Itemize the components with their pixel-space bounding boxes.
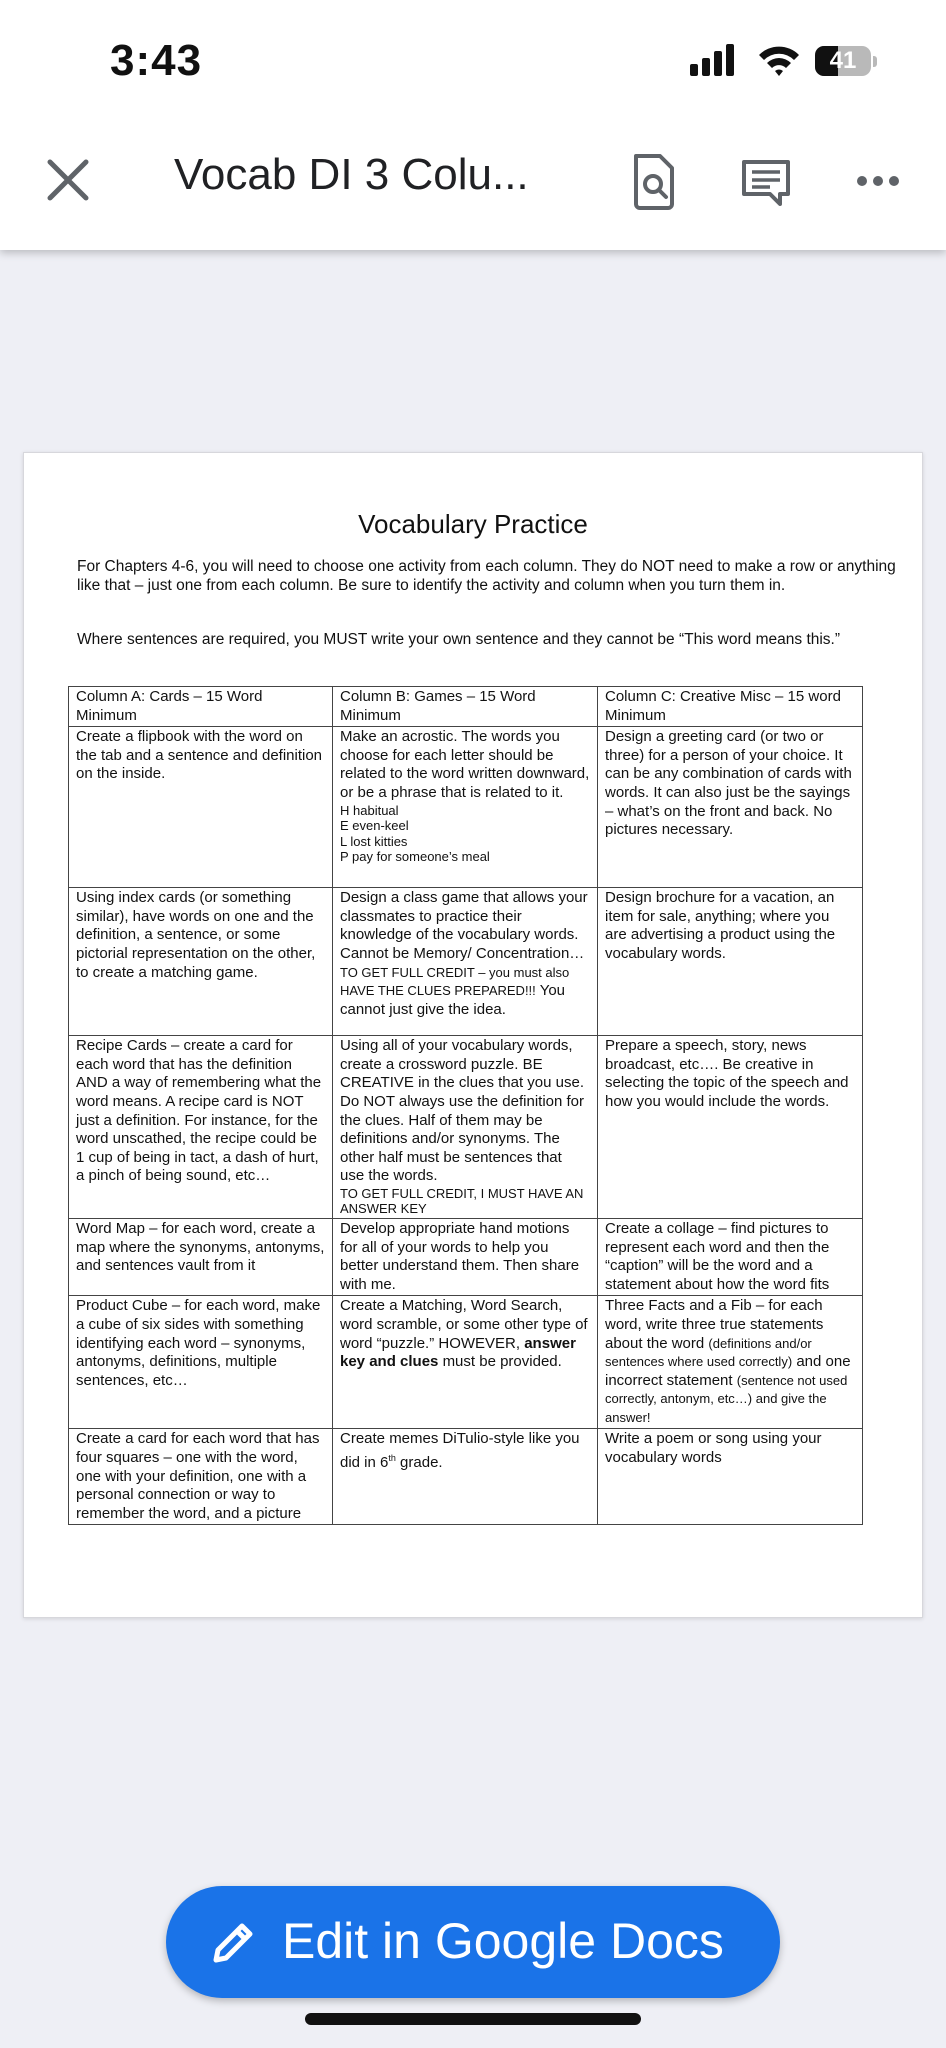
document-title: Vocab DI 3 Colu... (174, 150, 529, 199)
cell-text: and one incorrect statement (605, 1353, 851, 1389)
document-search-icon[interactable] (632, 154, 676, 210)
table-cell: Word Map – for each word, create a map where the synonyms, antonyms, and sentences vault from it (69, 1218, 333, 1295)
table-cell (598, 1296, 863, 1429)
cell-note: TO GET FULL CREDIT – you must also HAVE THE CLUES PREPARED!!! (340, 964, 570, 999)
cell-text: grade. (395, 1454, 443, 1472)
acrostic-line: E even-keel (340, 818, 409, 834)
close-icon[interactable] (40, 152, 96, 208)
table-row (69, 1296, 863, 1429)
document-heading: Vocabulary Practice (358, 509, 588, 539)
rule-paragraph: Where sentences are required, you MUST write your own sentence and they cannot be “This word means this.” (77, 631, 841, 648)
cell-text: Create a Matching, Word Search, word scramble, or some other type of word “puzzle.” HOWEVER, (340, 1297, 588, 1352)
table-cell (333, 1429, 598, 1525)
column-a-header: Column A: Cards – 15 Word Minimum (69, 687, 333, 727)
acrostic-line: H habitual (340, 802, 399, 818)
table-header-row (69, 687, 863, 727)
table-cell: Develop appropriate hand motions for all of your words to help you better understand them. Then share with me. (333, 1218, 598, 1295)
cell-note: (sentence not used correctly, antonym, etc…) and give the answer! (605, 1372, 848, 1425)
table-cell: Create a collage – find pictures to represent each word and then the “caption” will be the word and a statement about how the word fits (598, 1218, 863, 1295)
battery-percent: 41 (829, 47, 857, 74)
table-cell: Create a card for each word that has four squares – one with the word, one with your definition, one with a personal connection or way to remember the word, and a picture (69, 1429, 333, 1525)
table-cell (333, 727, 598, 888)
table-cell: Recipe Cards – create a card for each word that has the definition AND a way of remembering what the word means. A recipe card is NOT just a definition. For instance, for the word unscathed, the recipe could be 1 cup of being in tact, a dash of hurt, a pinch of being sound, etc… (69, 1036, 333, 1219)
cell-text: Design a class game that allows your classmates to practice their knowledge of the vocabulary words. Cannot be Memory/ Concentration… (340, 889, 588, 962)
table-row (69, 1218, 863, 1295)
document-page[interactable] (23, 452, 923, 1618)
cell-text: Three Facts and a Fib – for each word, write three true statements about the word (605, 1297, 824, 1352)
column-b-header: Column B: Games – 15 Word Minimum (333, 687, 598, 727)
acrostic-line: L lost kitties (340, 833, 408, 849)
table-cell (333, 888, 598, 1036)
intro-paragraph: For Chapters 4-6, you will need to choose one activity from each column. They do NOT need to make a row or anything like that – just one from each column. Be sure to identify the activity and column when you turn them in. (77, 558, 896, 594)
activity-table (68, 686, 863, 1525)
cell-text: Using all of your vocabulary words, create a crossword puzzle. BE CREATIVE in the clues that you use. Do NOT always use the definition for the clues. Half of them may be definitions and/or synonyms. The other half must be sentences that use the words. (340, 1037, 585, 1185)
table-row (69, 727, 863, 888)
table-cell (333, 1296, 598, 1429)
cell-text: You cannot just give the idea. (340, 982, 565, 1018)
home-indicator[interactable] (305, 2013, 641, 2025)
cell-note: TO GET FULL CREDIT, I MUST HAVE AN ANSWER KEY (340, 1185, 584, 1217)
app-header (0, 0, 946, 250)
comment-icon[interactable] (740, 158, 792, 208)
pencil-icon (208, 1918, 258, 1968)
wifi-icon (757, 44, 801, 76)
table-row (69, 1036, 863, 1219)
column-c-header: Column C: Creative Misc – 15 word Minimum (598, 687, 863, 727)
acrostic-line: P pay for someone’s meal (340, 849, 490, 865)
table-cell: Write a poem or song using your vocabulary words (598, 1429, 863, 1525)
table-cell: Design a greeting card (or two or three) for a person of your choice. It can be any combination of cards with words. It can also just be the sayings – what’s on the front and back. No pictures necessary. (598, 727, 863, 888)
table-cell (333, 1036, 598, 1219)
edit-button-label: Edit in Google Docs (282, 1913, 724, 1969)
battery-icon (815, 46, 879, 78)
cell-text: Make an acrostic. The words you choose for each letter should be related to the word written downward, or be a phrase that is related to it. (340, 728, 590, 801)
status-time: 3:43 (110, 36, 203, 85)
cell-note: (definitions and/or sentences where used correctly) (605, 1335, 812, 1370)
table-cell: Create a flipbook with the word on the tab and a sentence and definition on the inside. (69, 727, 333, 888)
table-cell: Product Cube – for each word, make a cube of six sides with something identifying each word – synonyms, antonyms, definitions, multiple sentences, etc… (69, 1296, 333, 1429)
table-cell: Design brochure for a vacation, an item for sale, anything; where you are advertising a product using the vocabulary words. (598, 888, 863, 1036)
superscript: th (388, 1453, 396, 1464)
edit-in-google-docs-button[interactable] (166, 1886, 780, 1998)
table-row (69, 1429, 863, 1525)
cell-bold-text: answer key and clues (340, 1334, 576, 1371)
table-row (69, 888, 863, 1036)
cell-text: Create memes DiTulio-style like you did in 6 (340, 1430, 580, 1472)
table-cell: Prepare a speech, story, news broadcast, etc…. Be creative in selecting the topic of the speech and how you would include the words. (598, 1036, 863, 1219)
cell-text: must be provided. (442, 1353, 562, 1371)
table-cell: Using index cards (or something similar), have words on one and the definition, a sentence, or some pictorial representation on the other, to create a matching game. (69, 888, 333, 1036)
cellular-signal-icon (690, 44, 738, 76)
more-horizontal-icon[interactable] (856, 174, 900, 188)
